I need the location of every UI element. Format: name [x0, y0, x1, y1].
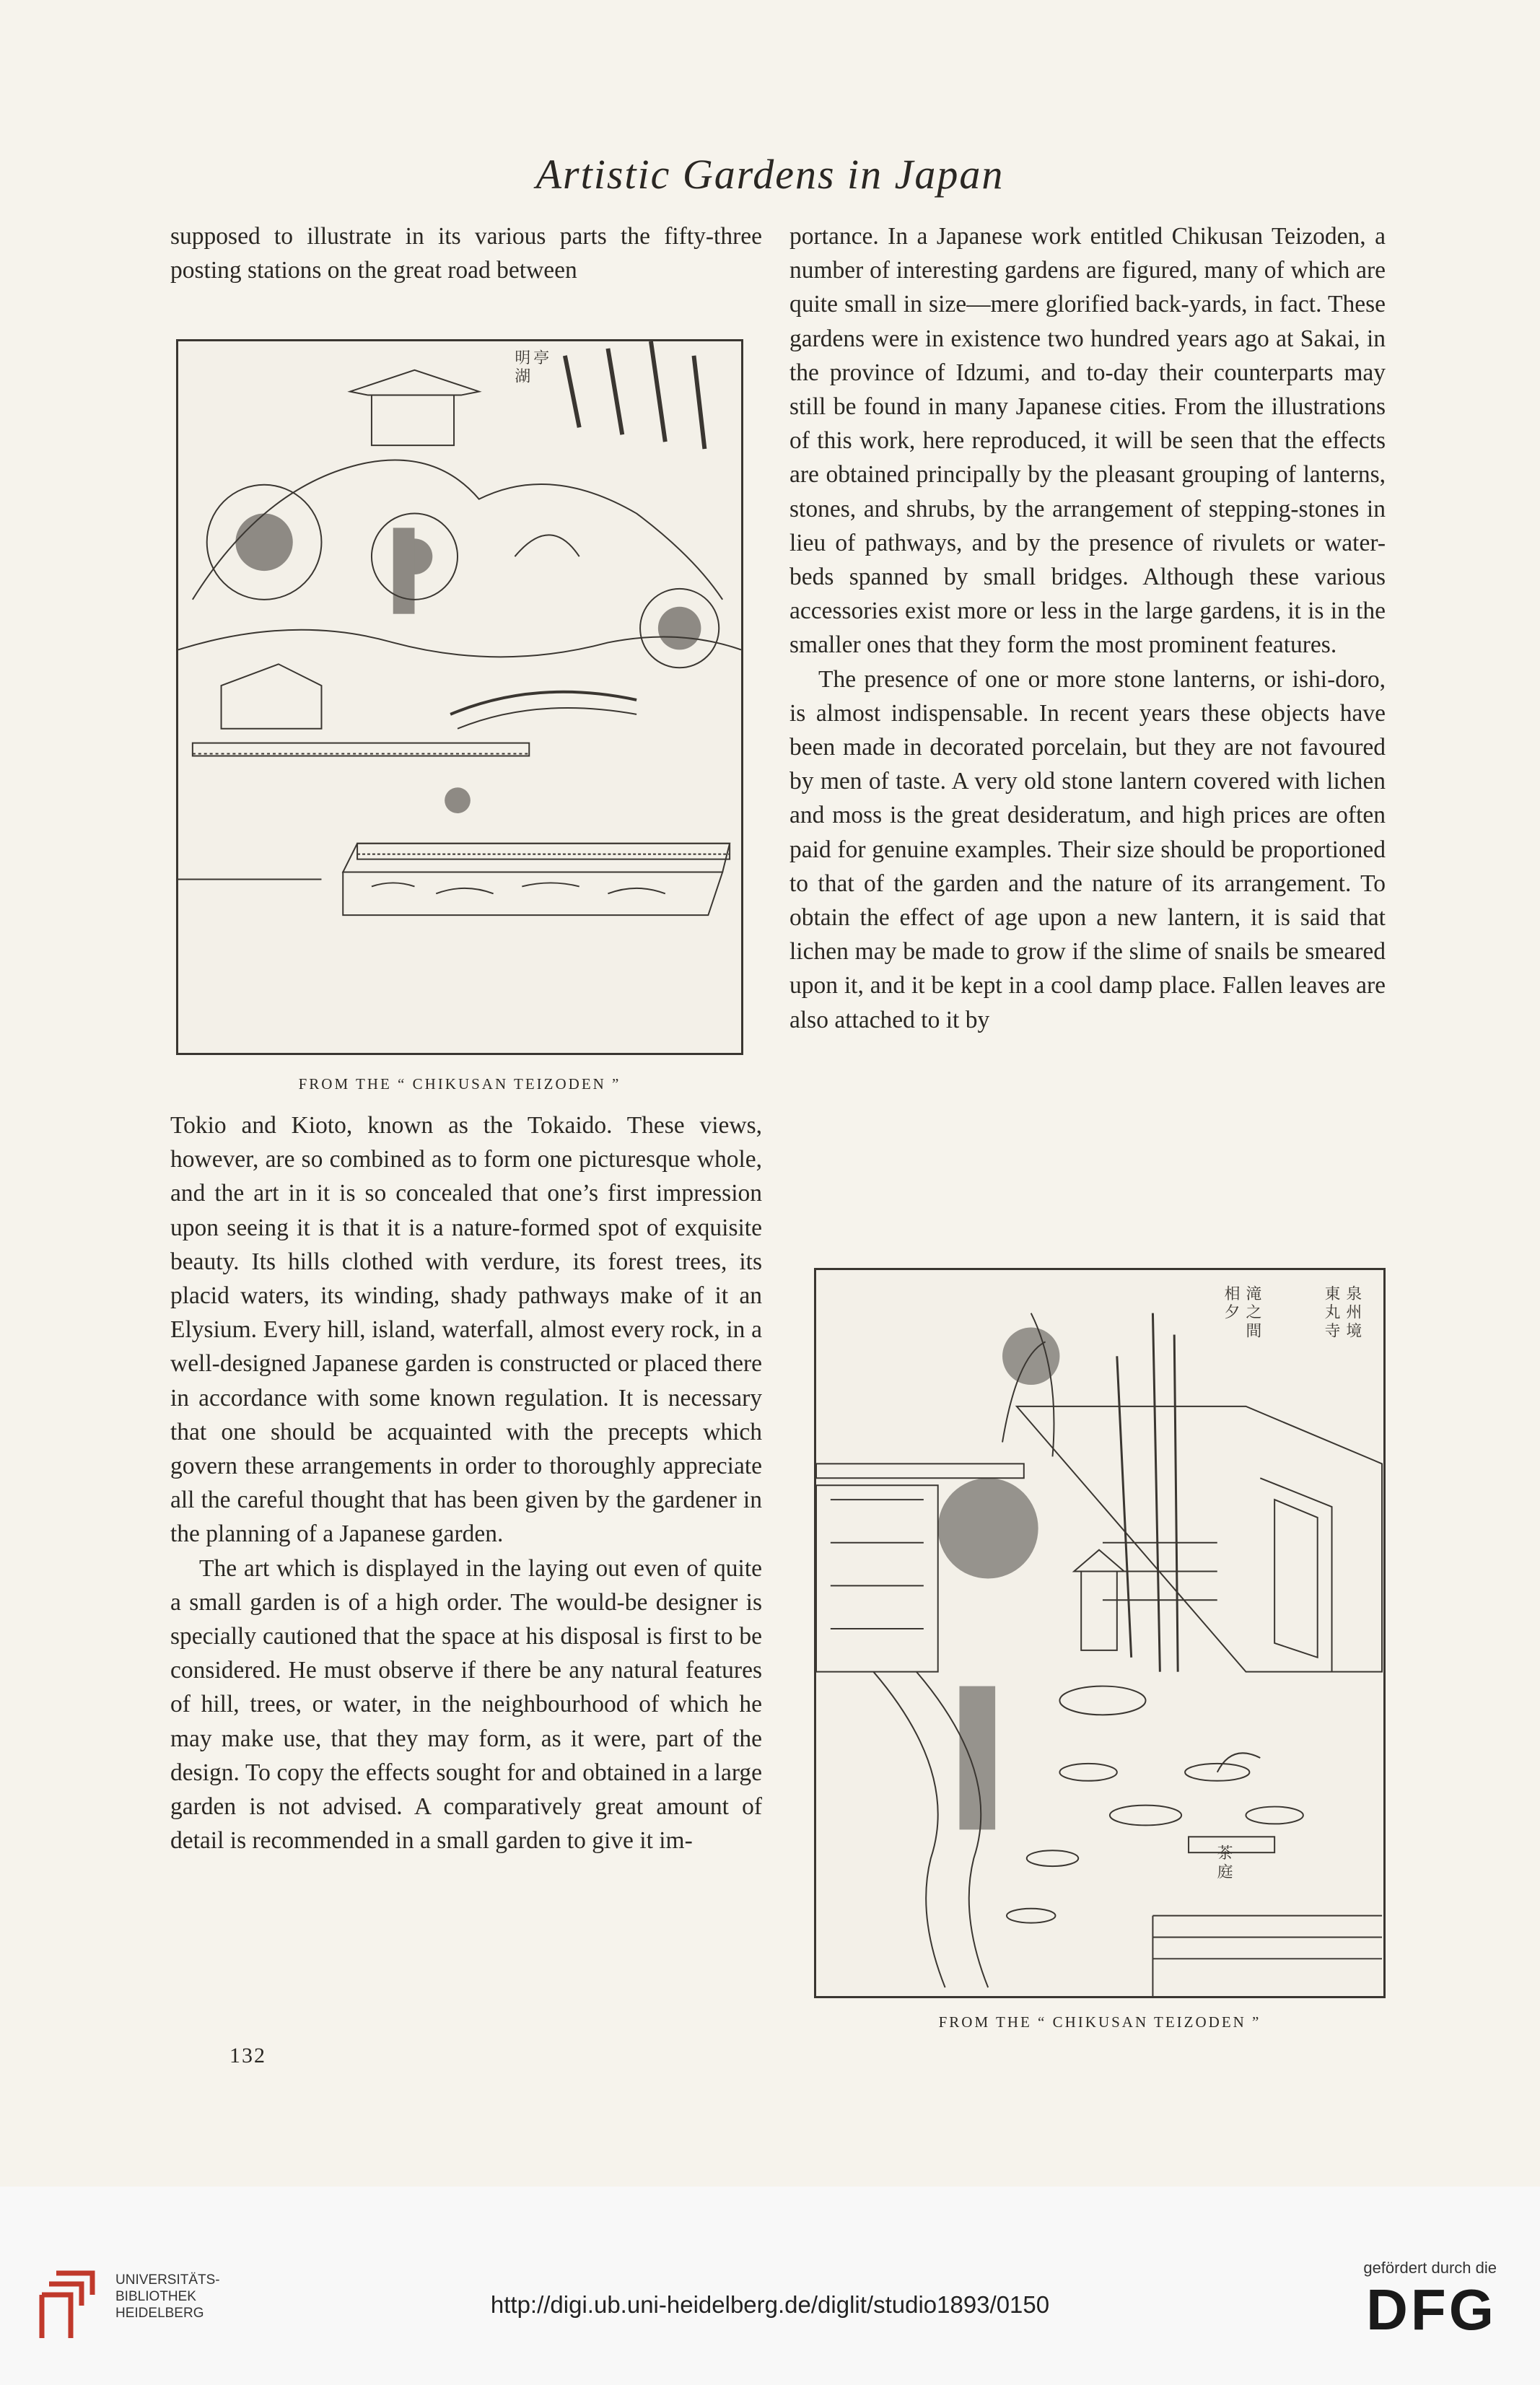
left-column-top	[170, 219, 762, 287]
svg-text:相: 相	[1224, 1285, 1241, 1303]
paragraph: Tokio and Kioto, known as the Tokaido. These views, however, are so combined as to form one picturesque whole, and the art in it is so concealed that one’s first impression upon seeing it is that it is a nature-formed spot of exquisite beauty. Its hills clothed with verdure, its forest trees, its placid waters, its winding, shady pathways make of it an Elysium. Every hill, island, waterfall, almost every rock, in a well-designed Japanese garden is constructed or placed there in accordance with some known regulation. It is necessary that one should be acquainted with the precepts which govern these arrangements in order to thoroughly appreciate all the careful thought that has been given by the gardener in the planning of a Japanese garden.	[170, 1112, 762, 1548]
courtyard-garden-engraving	[816, 1270, 1383, 1996]
institution-line: HEIDELBERG	[115, 2306, 204, 2321]
svg-text:亭: 亭	[533, 349, 550, 367]
right-column	[789, 219, 1386, 1037]
hillside-garden-engraving	[178, 341, 741, 1053]
digitization-footer	[0, 2187, 1540, 2385]
page-number: 132	[229, 2044, 266, 2067]
paragraph: The art which is displayed in the laying out even of quite a small garden is of a high order. The would-be designer is specially cautioned that the space at his disposal is first to be considered. He must observe if there be any natural features of hill, trees, or water, in the neighbourhood of which he may make use, that they may form, as it were, part of the design. To copy the effects sought for and obtained in a large garden is not advised. A comparatively great amount of detail is recommended in a small garden to give it im-	[170, 1554, 762, 1855]
paragraph: portance. In a Japanese work entitled Chikusan Teizoden, a number of interesting gardens are figured, many of which are quite small in size—mere glorified back-yards, in fact. These gardens were in existence two hundred years ago at Sakai, in the province of Idzumi, and to-day their counterparts may still be found in many Japanese cities. From the illustrations of this work, here reproduced, it will be seen that the effects are obtained principally by the pleasant grouping of lanterns, stones, and shrubs, by the arrangement of stepping-stones in lieu of pathways, and by the presence of rivulets or water-beds spanned by small bridges. Although these various accessories exist more or less in the large gardens, it is in the smaller ones that they form the most prominent features.	[789, 223, 1386, 659]
institution-line: UNIVERSITÄTS-	[115, 2272, 220, 2288]
institution-line: BIBLIOTHEK	[115, 2289, 196, 2304]
svg-text:丸: 丸	[1324, 1303, 1341, 1322]
svg-text:滝: 滝	[1246, 1285, 1262, 1303]
svg-text:東: 東	[1324, 1285, 1341, 1303]
svg-text:寺: 寺	[1324, 1322, 1341, 1341]
svg-text:茶: 茶	[1217, 1844, 1233, 1863]
sponsor-block	[1363, 2259, 1497, 2342]
sponsor-text: gefördert durch die	[1363, 2259, 1497, 2277]
svg-text:明: 明	[515, 349, 531, 367]
paragraph: The presence of one or more stone lanterns, or ishi-doro, is almost indispensable. In recent years these objects have been made in decorated porcelain, but they are not favoured by men of taste. A very old stone lantern covered with lichen and moss is the great desideratum, and high prices are often paid for genuine examples. Their size should be proportioned to that of the garden and the nature of its arrangement. To obtain the effect of age upon a new lantern, it is said that lichen may be made to grow if the slime of snails be smeared upon it, and it be kept in a cool damp place. Fallen leaves are also attached to it by	[789, 665, 1386, 1033]
left-column-bottom	[170, 1108, 762, 1857]
svg-text:夕: 夕	[1224, 1303, 1241, 1322]
permalink-url[interactable]: http://digi.ub.uni-heidelberg.de/diglit/studio1893/0150	[490, 2291, 1050, 2318]
paragraph: supposed to illustrate in its various parts the fifty-three posting stations on the great road between	[170, 223, 762, 284]
svg-text:境: 境	[1346, 1322, 1362, 1341]
garden-illustration-1	[176, 339, 743, 1055]
svg-text:間: 間	[1246, 1322, 1262, 1341]
figure-1-caption: FROM THE “ CHIKUSAN TEIZODEN ”	[298, 1075, 621, 1093]
svg-text:湖: 湖	[515, 367, 531, 386]
svg-text:之: 之	[1246, 1303, 1262, 1322]
svg-text:庭: 庭	[1217, 1863, 1233, 1881]
svg-text:泉: 泉	[1346, 1285, 1362, 1303]
dfg-logo: DFG	[1366, 2277, 1497, 2342]
figure-2-caption: FROM THE “ CHIKUSAN TEIZODEN ”	[938, 2013, 1261, 2031]
svg-text:州: 州	[1346, 1303, 1362, 1322]
running-head: Artistic Gardens in Japan	[535, 151, 1005, 198]
garden-illustration-2	[814, 1268, 1386, 1998]
